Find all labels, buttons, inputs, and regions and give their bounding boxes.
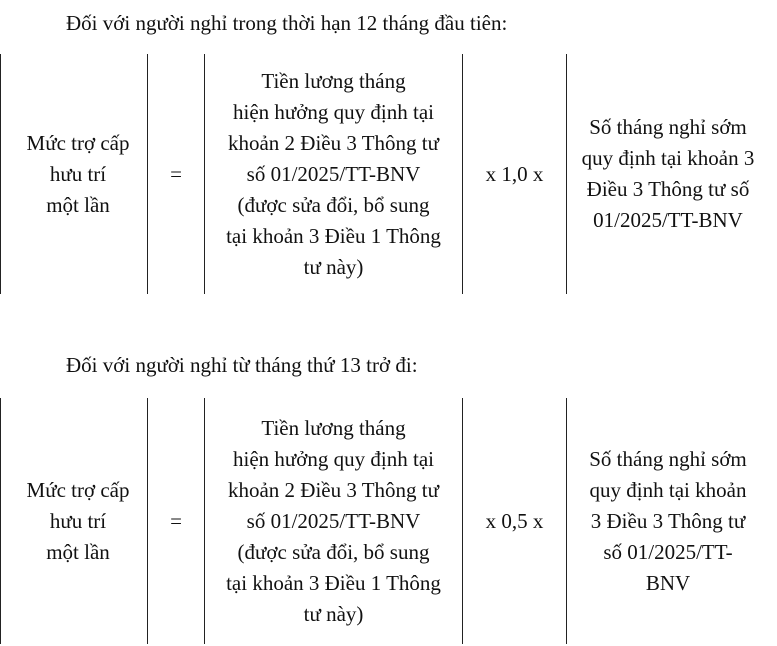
salary-line: tư này) <box>303 254 364 279</box>
salary-line: Tiền lương tháng <box>261 415 406 440</box>
equals-sign: = <box>170 508 182 533</box>
months-line: số 01/2025/TT- <box>603 539 733 564</box>
months-cell <box>566 54 769 294</box>
months-line: Số tháng nghỉ sớm <box>589 446 747 471</box>
salary-line: số 01/2025/TT-BNV <box>246 161 421 186</box>
salary-line: tại khoản 3 Điều 1 Thông <box>226 223 441 248</box>
months-line: 3 Điều 3 Thông tư <box>590 508 746 533</box>
multiplier-cell <box>462 398 566 644</box>
benefit-label-line: hưu trí <box>49 508 107 533</box>
equals-cell <box>147 398 204 644</box>
multiplier: x 1,0 x <box>485 161 544 186</box>
months-line: 01/2025/TT-BNV <box>593 208 743 232</box>
months-line: BNV <box>645 570 691 595</box>
formula-table-2 <box>0 398 777 644</box>
section1-heading: Đối với người nghỉ trong thời hạn 12 tháng đầu tiên: <box>66 11 508 35</box>
salary-line: khoản 2 Điều 3 Thông tư <box>227 130 440 155</box>
benefit-label-line: hưu trí <box>49 161 107 186</box>
benefit-label-line: Mức trợ cấp <box>26 130 130 155</box>
salary-line: Tiền lương tháng <box>261 68 406 93</box>
multiplier-cell <box>462 54 566 294</box>
months-line: quy định tại khoản 3 <box>581 146 755 170</box>
benefit-label-cell <box>9 398 147 644</box>
months-cell <box>566 398 769 644</box>
months-line: Số tháng nghỉ sớm <box>589 115 747 139</box>
equals-cell <box>147 54 204 294</box>
months-line: Điều 3 Thông tư số <box>586 177 750 201</box>
salary-line: khoản 2 Điều 3 Thông tư <box>227 477 440 502</box>
salary-line: (được sửa đổi, bổ sung <box>237 192 430 217</box>
salary-line: hiện hưởng quy định tại <box>233 99 434 124</box>
salary-line: (được sửa đổi, bổ sung <box>237 539 430 564</box>
equals-sign: = <box>170 161 182 186</box>
formula-table-1 <box>0 54 777 294</box>
salary-line: hiện hưởng quy định tại <box>233 446 434 471</box>
months-line: quy định tại khoản <box>589 477 747 502</box>
multiplier: x 0,5 x <box>485 508 544 533</box>
benefit-label-line: Mức trợ cấp <box>26 477 130 502</box>
salary-line: tư này) <box>303 601 364 626</box>
salary-cell <box>204 54 462 294</box>
benefit-label-line: một lần <box>46 539 110 564</box>
left-border <box>0 54 9 294</box>
left-border <box>0 398 9 644</box>
benefit-label-line: một lần <box>46 192 110 217</box>
salary-line: tại khoản 3 Điều 1 Thông <box>226 570 441 595</box>
section2-heading: Đối với người nghỉ từ tháng thứ 13 trở đi: <box>66 353 418 377</box>
benefit-label-cell <box>9 54 147 294</box>
salary-line: số 01/2025/TT-BNV <box>246 508 421 533</box>
salary-cell <box>204 398 462 644</box>
